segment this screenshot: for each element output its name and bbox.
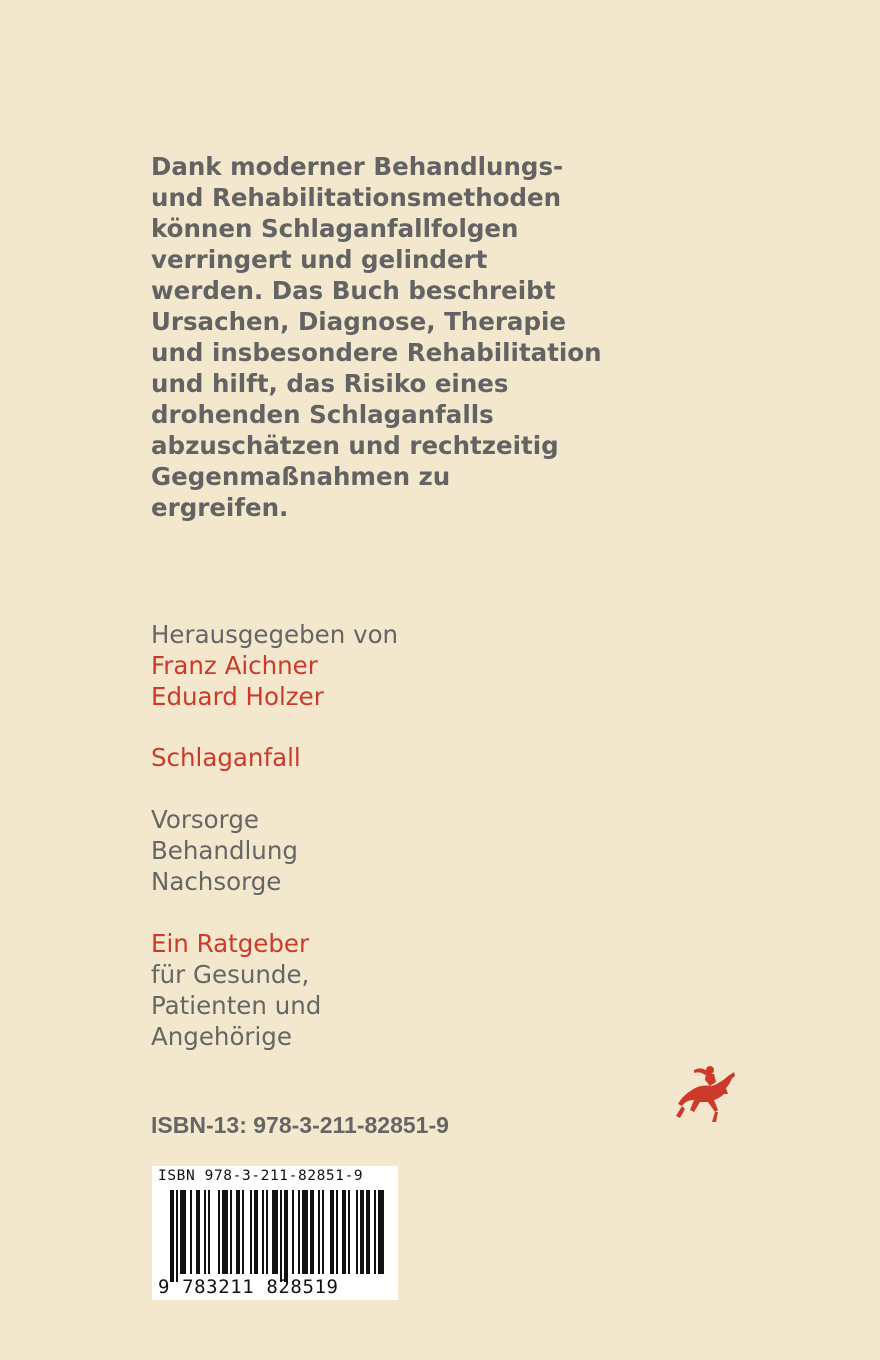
blurb-line: verringert und gelindert <box>151 245 488 274</box>
barcode-bar <box>208 1190 210 1274</box>
audience-line: für Gesunde, <box>151 960 310 989</box>
blurb-line: abzuschätzen und rechtzeitig <box>151 431 559 460</box>
horse-rider-icon <box>672 1060 738 1126</box>
editor-name: Eduard Holzer <box>151 682 324 711</box>
barcode-bar <box>204 1190 206 1274</box>
barcode-bar <box>284 1190 288 1282</box>
barcode-bar <box>342 1190 346 1274</box>
barcode-bar <box>310 1190 314 1274</box>
subtitle-block <box>151 804 298 897</box>
barcode-bar <box>266 1190 268 1274</box>
barcode-bar <box>262 1190 264 1274</box>
barcode-bar <box>242 1190 244 1274</box>
barcode <box>152 1166 398 1300</box>
editors-intro: Herausgegeben von <box>151 620 399 649</box>
blurb-text <box>151 151 602 523</box>
barcode-bar <box>292 1190 294 1274</box>
barcode-bar <box>360 1190 364 1274</box>
barcode-bar <box>230 1190 232 1274</box>
barcode-isbn-text: ISBN 978-3-211-82851-9 <box>158 1168 364 1184</box>
editor-name: Franz Aichner <box>151 651 318 680</box>
barcode-bar <box>302 1190 308 1274</box>
blurb-line: können Schlaganfallfolgen <box>151 214 519 243</box>
barcode-bar <box>170 1190 174 1282</box>
barcode-bar <box>196 1190 200 1274</box>
blurb-line: und insbesondere Rehabilitation <box>151 338 602 367</box>
barcode-bar <box>280 1190 282 1282</box>
barcode-bar <box>190 1190 192 1274</box>
guide-block <box>151 928 321 1052</box>
editors-block <box>151 619 398 712</box>
barcode-bar <box>176 1190 178 1282</box>
isbn-label: ISBN-13: 978-3-211-82851-9 <box>151 1112 449 1138</box>
barcode-bar <box>366 1190 370 1274</box>
book-title: Schlaganfall <box>151 743 301 772</box>
barcode-bar <box>222 1190 228 1274</box>
barcode-bar <box>322 1190 324 1274</box>
barcode-bar <box>272 1190 278 1274</box>
barcode-bar <box>254 1190 258 1274</box>
barcode-bar <box>336 1190 338 1274</box>
barcode-bar <box>356 1190 358 1274</box>
book-title-block <box>151 742 301 773</box>
barcode-bar <box>250 1190 252 1274</box>
guide-label: Ein Ratgeber <box>151 929 310 958</box>
subtitle-line: Vorsorge <box>151 805 259 834</box>
barcode-bar <box>330 1190 334 1274</box>
barcode-bar <box>236 1190 240 1274</box>
blurb-line: Ursachen, Diagnose, Therapie <box>151 307 567 336</box>
blurb-line: Dank moderner Behandlungs- <box>151 152 564 181</box>
blurb-line: drohenden Schlaganfalls <box>151 400 494 429</box>
subtitle-line: Nachsorge <box>151 867 282 896</box>
audience-line: Patienten und <box>151 991 322 1020</box>
barcode-bar <box>218 1190 220 1274</box>
blurb-line: Gegenmaßnahmen zu <box>151 462 451 491</box>
barcode-bar <box>298 1190 300 1274</box>
barcode-bar <box>374 1190 376 1274</box>
blurb-line: ergreifen. <box>151 493 289 522</box>
subtitle-line: Behandlung <box>151 836 298 865</box>
blurb-line: werden. Das Buch beschreibt <box>151 276 556 305</box>
audience-line: Angehörige <box>151 1022 292 1051</box>
barcode-bar <box>318 1190 320 1274</box>
blurb-line: und hilft, das Risiko eines <box>151 369 509 398</box>
barcode-digits: 9 783211 828519 <box>158 1276 339 1298</box>
barcode-bar <box>378 1190 384 1274</box>
blurb-line: und Rehabilitationsmethoden <box>151 183 562 212</box>
barcode-bar <box>348 1190 350 1274</box>
barcode-bar <box>180 1190 186 1274</box>
